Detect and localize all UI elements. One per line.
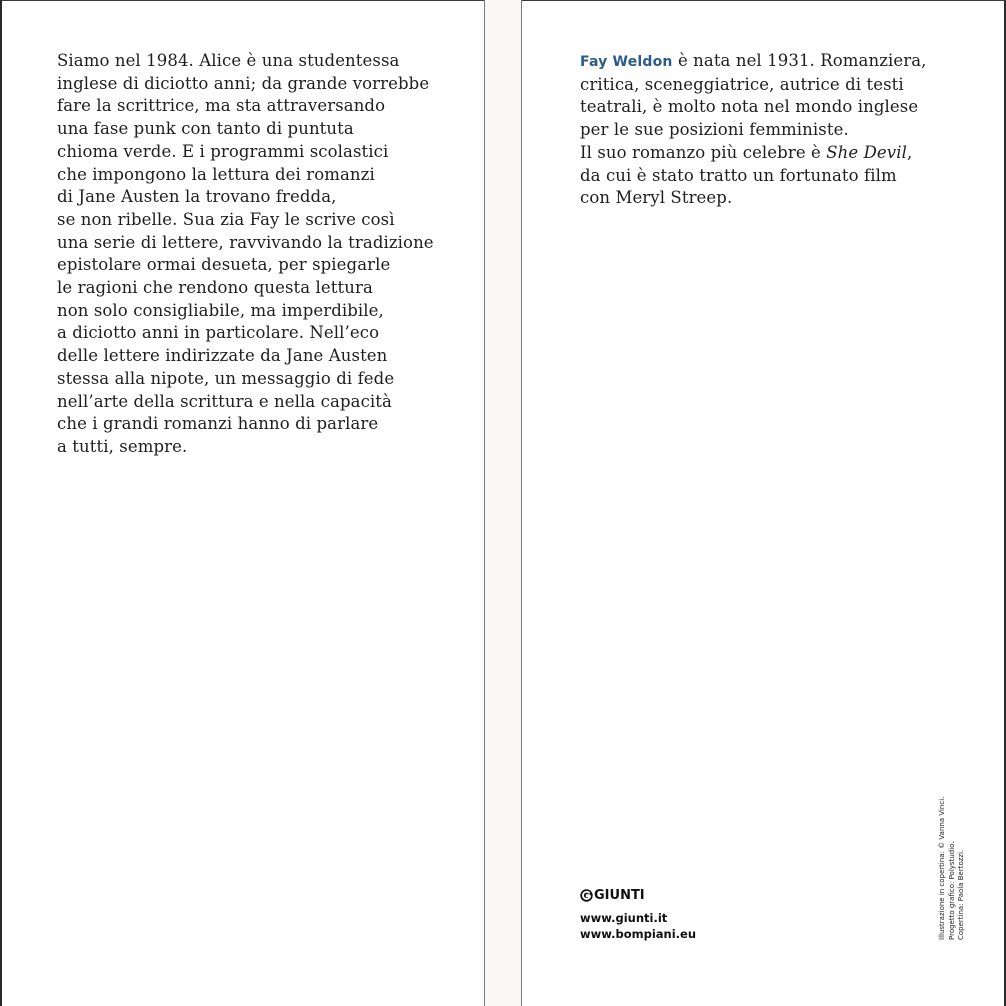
bio-line-5-post: , bbox=[906, 142, 913, 162]
blurb-line: che i grandi romanzi hanno di parlare bbox=[57, 414, 379, 434]
blurb-line: se non ribelle. Sua zia Fay le scrive così bbox=[57, 209, 395, 229]
blurb-line: Siamo nel 1984. Alice è una studentessa bbox=[57, 51, 400, 70]
bio-line: da cui è stato tratto un fortunato film bbox=[580, 165, 897, 185]
blurb-line: chioma verde. E i programmi scolastici bbox=[57, 141, 389, 161]
credit-line: Illustrazione in copertina: © Vanna Vinci. bbox=[938, 796, 946, 940]
bio-line-1-text: è nata nel 1931. Romanziera, bbox=[672, 51, 927, 70]
blurb-line: a diciotto anni in particolare. Nell’eco bbox=[57, 323, 380, 343]
back-cover-blurb bbox=[57, 50, 434, 459]
website-bompiani: www.bompiani.eu bbox=[580, 926, 697, 941]
author-name: Fay Weldon bbox=[580, 54, 673, 70]
blurb-line: fare la scrittrice, ma sta attraversando bbox=[57, 96, 386, 116]
bio-line: teatrali, è molto nota nel mondo inglese bbox=[580, 97, 919, 117]
bio-line: con Meryl Streep. bbox=[580, 188, 733, 208]
blurb-line: a tutti, sempre. bbox=[57, 436, 188, 456]
blurb-line: una serie di lettere, ravvivando la tradizione bbox=[57, 232, 434, 252]
cover-credits bbox=[938, 780, 967, 940]
blurb-line: nell’arte della scrittura e nella capacità bbox=[57, 391, 392, 411]
bio-line-5-pre: Il suo romanzo più celebre è bbox=[580, 142, 827, 162]
credit-line: Copertina: Paola Bertozzi. bbox=[957, 849, 965, 940]
blurb-line: delle lettere indirizzate da Jane Austen bbox=[57, 346, 388, 366]
bio-line bbox=[580, 50, 927, 74]
publisher-websites bbox=[580, 911, 696, 942]
bio-line: per le sue posizioni femministe. bbox=[580, 120, 849, 140]
author-bio bbox=[580, 50, 927, 210]
blurb-line: non solo consigliabile, ma imperdibile, bbox=[57, 300, 384, 320]
blurb-line: di Jane Austen la trovano fredda, bbox=[57, 187, 337, 207]
spine-fold-right bbox=[521, 0, 522, 1006]
blurb-line: le ragioni che rendono questa lettura bbox=[57, 278, 373, 298]
publisher-logo bbox=[580, 885, 645, 905]
blurb-line: stessa alla nipote, un messaggio di fede bbox=[57, 368, 395, 388]
giunti-g-icon bbox=[580, 889, 593, 902]
credit-line: Progetto grafico: Polystudio. bbox=[947, 841, 956, 940]
novel-title: She Devil bbox=[826, 142, 907, 162]
left-border bbox=[0, 0, 2, 1006]
blurb-line: inglese di diciotto anni; da grande vorrebbe bbox=[57, 73, 430, 93]
blurb-line: epistolare ormai desueta, per spiegarle bbox=[57, 255, 391, 275]
blurb-line: che impongono la lettura dei romanzi bbox=[57, 164, 375, 184]
website-giunti: www.giunti.it bbox=[580, 911, 668, 925]
bio-line bbox=[580, 142, 927, 165]
spine-band bbox=[485, 0, 521, 1006]
blurb-line: una fase punk con tanto di puntuta bbox=[57, 119, 354, 139]
publisher-logo-text: GIUNTI bbox=[594, 887, 645, 903]
bio-line: critica, sceneggiatrice, autrice di testi bbox=[580, 74, 904, 94]
